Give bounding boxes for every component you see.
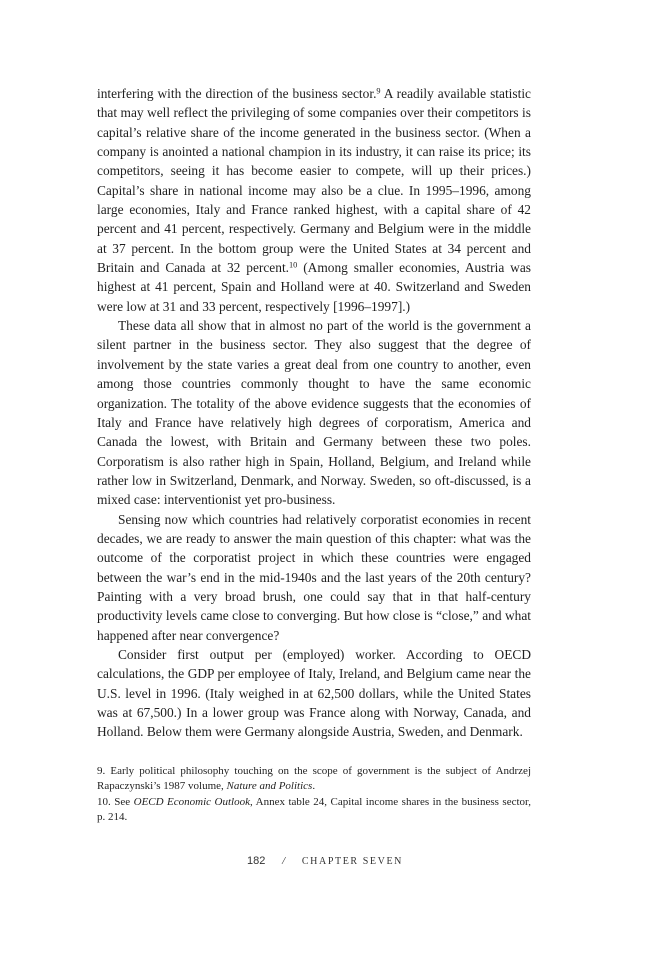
italic-text: Nature and Politics <box>226 780 313 793</box>
text-run: , Annex table 24, Capital income shares in the business sector, p. 214. <box>97 795 531 824</box>
text-run: Sensing now which countries had relatively corporatist economies in recent decades, we are ready to answer the main question of this chapter: what was the outcome of the corporatist project in which these countries were engaged between the war’s end in the mid-1940s and the last years of the 20th century? Painting with a very broad brush, one could say that in that half-century productivity levels came close to converging. But how close is “close,” and what happened after near convergence? <box>97 511 531 643</box>
footnote <box>97 795 531 826</box>
page-number: 182 <box>246 855 266 867</box>
text-run: 9. Early political philosophy touching on the scope of government is the subject of Andrzej Rapaczynski’s 1987 volume, <box>97 765 531 793</box>
page-footer <box>0 855 650 867</box>
footnote <box>97 764 531 795</box>
text-run: 10. See <box>97 795 134 808</box>
text-run: . <box>312 780 316 793</box>
footnote-ref: 10 <box>289 260 298 270</box>
paragraph <box>97 84 531 316</box>
footnotes <box>97 764 531 826</box>
paragraph <box>97 645 531 742</box>
footer-separator: / <box>282 855 286 867</box>
paragraph <box>97 316 531 509</box>
text-run: interfering with the direction of the business sector. <box>97 86 377 101</box>
text-run: A readily available statistic that may well reflect the privileging of some companies over their competitors is capital’s relative share of the income generated in the business sector. (When a company is anointed a national champion in its industry, it can raise its price; its competitors, seeing it has become easier to compete, will up their prices.) Capital’s share in national income may also be a clue. In 1995–1996, among large economies, Italy and France ranked highest, with a capital share of 42 percent and 41 percent, respectively. Germany and Belgium were in the middle at 37 percent. In the bottom group were the United States at 34 percent and Britain and Canada at 32 percent. <box>97 86 531 276</box>
footnote-ref: 9 <box>376 86 381 96</box>
chapter-label: CHAPTER SEVEN <box>301 856 403 867</box>
italic-text: OECD Economic Outlook <box>133 795 250 808</box>
text-run: Consider first output per (employed) worker. According to OECD calculations, the GDP per employee of Italy, Ireland, and Belgium came near the U.S. level in 1996. (Italy weighed in at 62,500 dollars, while the United States was at 67,500.) In a lower group was France along with Norway, Canada, and Holland. Below them were Germany alongside Austria, Sweden, and Denmark. <box>97 646 531 740</box>
body-text <box>97 84 531 742</box>
text-run: (Among smaller economies, Austria was highest at 41 percent, Spain and Holland were at 40. Switzerland and Sweden were low at 31 and 33 percent, respectively [1996–1997].) <box>97 260 532 314</box>
text-run: These data all show that in almost no part of the world is the government a silent partner in the business sector. They also suggest that the degree of involvement by the state varies a great deal from one country to another, even among those countries commonly thought to have the same economic organization. The totality of the above evidence suggests that the economies of Italy and France have relatively high degrees of corporatism, America and Canada the lowest, with Britain and Germany between these two poles. Corporatism is also rather high in Spain, Holland, Belgium, and Ireland while rather low in Switzerland, Denmark, and Norway. Sweden, so oft-discussed, is a mixed case: interventionist yet pro-business. <box>97 318 531 508</box>
paragraph <box>97 510 531 645</box>
